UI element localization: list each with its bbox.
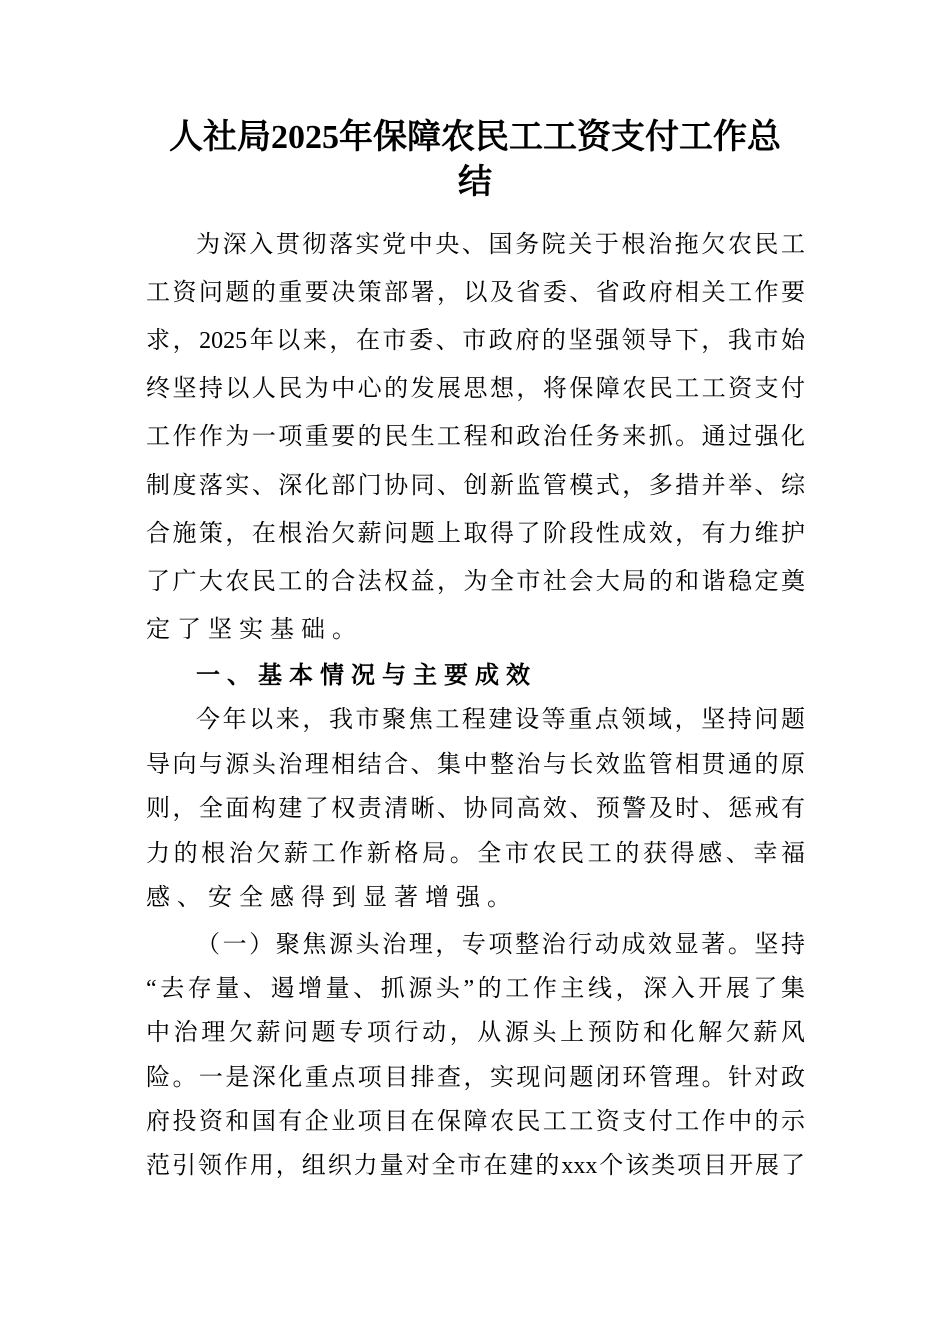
paragraph-3-line: 中治理欠薪问题专项行动，从源头上预防和化解欠薪风 <box>146 1020 805 1047</box>
paragraph-1-line: 定了坚实基础。 <box>146 616 363 643</box>
paragraph-3-line: 范引领作用，组织力量对全市在建的xxx个该类项目开展了 <box>146 1153 805 1179</box>
document-title-line-1: 人社局2025年保障农民工工资支付工作总 <box>169 119 781 156</box>
paragraph-1-line: 合施策，在根治欠薪问题上取得了阶段性成效，有力维护 <box>146 520 805 547</box>
section-heading: 一、基本情况与主要成效 <box>196 662 537 689</box>
paragraph-1-line: 工作作为一项重要的民生工程和政治任务来抓。通过强化 <box>146 424 805 451</box>
paragraph-3-line: 府投资和国有企业项目在保障农民工工资支付工作中的示 <box>146 1108 805 1135</box>
paragraph-2-line: 感、安全感得到显著增强。 <box>146 885 518 912</box>
paragraph-3-line: （一）聚焦源头治理，专项整治行动成效显著。坚持 <box>196 932 805 958</box>
paragraph-1-line: 求，2025年以来，在市委、市政府的坚强领导下，我市始 <box>146 328 805 355</box>
paragraph-1-line: 终坚持以人民为中心的发展思想，将保障农民工工资支付 <box>146 376 805 403</box>
paragraph-3-line: “去存量、遏增量、抓源头”的工作主线，深入开展了集 <box>146 976 805 1003</box>
paragraph-1-line: 工资问题的重要决策部署，以及省委、省政府相关工作要 <box>146 280 805 307</box>
paragraph-2-line: 导向与源头治理相结合、集中整治与长效监管相贯通的原 <box>146 751 805 778</box>
document-title-line-2: 结 <box>458 164 492 201</box>
paragraph-2-line: 力的根治欠薪工作新格局。全市农民工的获得感、幸福 <box>146 840 805 867</box>
paragraph-2-line: 今年以来，我市聚焦工程建设等重点领域，坚持问题 <box>196 707 805 733</box>
paragraph-1-line: 了广大农民工的合法权益，为全市社会大局的和谐稳定奠 <box>146 568 805 595</box>
paragraph-1-line: 制度落实、深化部门协同、创新监管模式，多措并举、综 <box>146 472 805 499</box>
paragraph-1-line: 为深入贯彻落实党中央、国务院关于根治拖欠农民工 <box>196 232 805 258</box>
paragraph-2-line: 则，全面构建了权责清晰、协同高效、预警及时、惩戒有 <box>146 796 805 823</box>
paragraph-3-line: 险。一是深化重点项目排查，实现问题闭环管理。针对政 <box>146 1064 805 1091</box>
